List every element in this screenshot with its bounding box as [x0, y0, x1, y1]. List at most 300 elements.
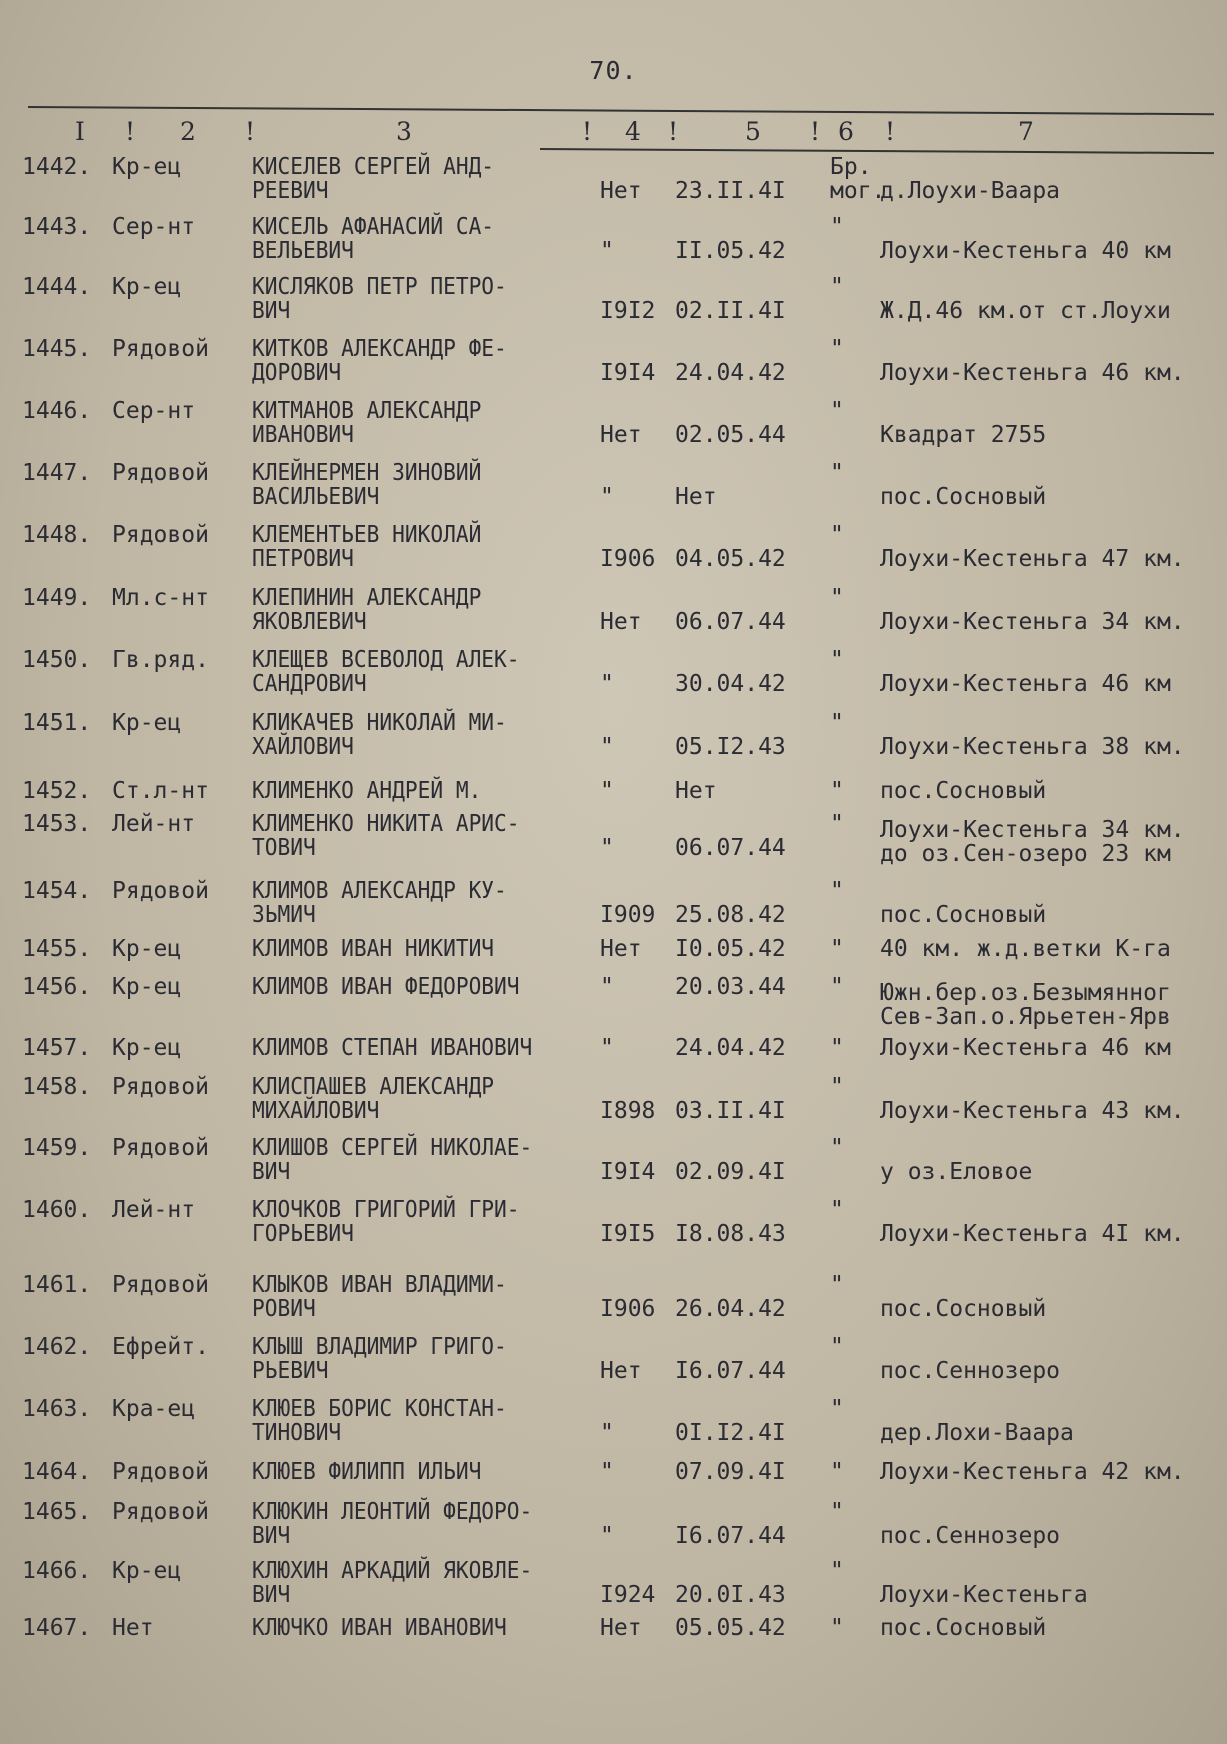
- rank-line-1: Кр-ец: [112, 274, 182, 300]
- full-name-line-2: ПЕТРОВИЧ: [252, 546, 354, 572]
- table-row: [0, 1075, 1227, 1135]
- burial-place-line-2: Сев-Зап.о.Ярьетен-Ярв: [880, 1004, 1171, 1030]
- death-date-line-1: I6.07.44: [675, 1358, 786, 1384]
- death-date-line-1: 30.04.42: [675, 671, 786, 697]
- death-date-line-1: 26.04.42: [675, 1296, 786, 1322]
- full-name-line-2: РОВИЧ: [252, 1296, 316, 1322]
- birth-year: [600, 779, 614, 803]
- burial-place: [880, 361, 1185, 385]
- burial-type: [830, 586, 844, 610]
- burial-type: [830, 1616, 844, 1640]
- death-date-line-1: 20.03.44: [675, 974, 786, 1000]
- burial-place-line-1: Лоухи-Кестеньга 43 км.: [880, 1098, 1185, 1124]
- record-number: [22, 1559, 91, 1583]
- rank-line-1: Ст.л-нт: [112, 778, 209, 804]
- record-number: [22, 1335, 91, 1359]
- birth-year-line-1: I898: [600, 1098, 656, 1124]
- record-number: [22, 937, 91, 961]
- burial-place-line-1: Южн.бер.оз.Безымянног: [880, 980, 1171, 1006]
- burial-type-line-2: ": [830, 1197, 844, 1223]
- full-name-line-1: КЛИКАЧЕВ НИКОЛАЙ МИ-: [252, 710, 507, 736]
- burial-place: [880, 547, 1185, 571]
- col-header-5: 5: [745, 117, 761, 146]
- birth-year-line-1: I9I4: [600, 360, 656, 386]
- death-date-line-1: 02.II.4I: [675, 298, 786, 324]
- rank-line-1: Кр-ец: [112, 154, 182, 180]
- birth-year-line-1: ": [600, 1459, 614, 1485]
- table-row: [0, 1136, 1227, 1196]
- record-number-line-1: 1444.: [22, 274, 92, 300]
- record-number-line-1: 1458.: [22, 1074, 92, 1100]
- col-separator: !: [245, 117, 256, 146]
- birth-year-line-1: ": [600, 778, 614, 804]
- rank-line-1: Рядовой: [112, 522, 209, 548]
- birth-year-line-1: I909: [600, 902, 656, 928]
- birth-year: [600, 1583, 655, 1607]
- burial-place: [880, 1359, 1060, 1383]
- record-number: [22, 812, 91, 836]
- death-date: [675, 179, 786, 203]
- burial-type: [830, 1335, 844, 1359]
- burial-type: [830, 975, 844, 999]
- rank: [112, 1198, 195, 1222]
- death-date-line-1: 05.05.42: [675, 1615, 786, 1641]
- birth-year: [600, 361, 655, 385]
- death-date-line-1: 24.04.42: [675, 1035, 786, 1061]
- header-top-rule: [28, 106, 1214, 115]
- rank: [112, 1397, 195, 1421]
- burial-place: [880, 937, 1171, 961]
- burial-type: [830, 1198, 844, 1222]
- burial-place: [880, 423, 1046, 447]
- burial-place-line-2: до оз.Сен-озеро 23 км: [880, 841, 1171, 867]
- record-number-line-1: 1466.: [22, 1558, 92, 1584]
- burial-type-line-2: ": [830, 1558, 844, 1584]
- burial-type: [830, 523, 844, 547]
- death-date-line-1: 20.0I.43: [675, 1582, 786, 1608]
- record-number: [22, 155, 91, 179]
- burial-type: [830, 1273, 844, 1297]
- rank-line-1: Рядовой: [112, 1135, 209, 1161]
- burial-place: [880, 735, 1185, 759]
- burial-place: [880, 1460, 1185, 1484]
- record-number-line-1: 1461.: [22, 1272, 92, 1298]
- birth-year-line-1: Нет: [600, 936, 642, 962]
- burial-type: [830, 1136, 844, 1160]
- burial-type: [830, 1397, 844, 1421]
- full-name-line-2: ТИНОВИЧ: [252, 1420, 342, 1446]
- col-header-6: 6: [838, 117, 854, 146]
- full-name-line-1: КЛЕМЕНТЬЕВ НИКОЛАЙ: [252, 522, 482, 548]
- burial-place-line-1: пос.Сеннозеро: [880, 1523, 1061, 1549]
- burial-type-line-1: Бр.: [830, 154, 872, 180]
- burial-type-line-2: ": [830, 1499, 844, 1525]
- record-number: [22, 975, 91, 999]
- record-number: [22, 1273, 91, 1297]
- death-date-line-1: I0.05.42: [675, 936, 786, 962]
- rank-line-1: Рядовой: [112, 1459, 209, 1485]
- record-number-line-1: 1448.: [22, 522, 92, 548]
- death-date: [675, 1222, 786, 1246]
- burial-place-line-1: Лоухи-Кестеньга 4I км.: [880, 1221, 1185, 1247]
- burial-place: [880, 1099, 1185, 1123]
- rank: [112, 1559, 181, 1583]
- birth-year-line-1: ": [600, 1035, 614, 1061]
- birth-year: [600, 735, 614, 759]
- rank-line-1: Мл.с-нт: [112, 585, 209, 611]
- birth-year-line-1: ": [600, 1523, 614, 1549]
- full-name: [252, 937, 494, 961]
- burial-place: [880, 779, 1046, 803]
- rank: [112, 1136, 209, 1160]
- full-name: [252, 1460, 481, 1484]
- burial-place-line-1: пос.Сосновый: [880, 1296, 1047, 1322]
- burial-place-line-1: Лоухи-Кестеньга 46 км.: [880, 360, 1185, 386]
- death-date-line-1: 02.05.44: [675, 422, 786, 448]
- record-number: [22, 523, 91, 547]
- record-number: [22, 1036, 91, 1060]
- birth-year: [600, 672, 614, 696]
- rank-line-1: Кр-ец: [112, 710, 182, 736]
- burial-place-line-1: у оз.Еловое: [880, 1159, 1033, 1185]
- birth-year-line-1: Нет: [600, 609, 642, 635]
- burial-place: [880, 1616, 1046, 1640]
- burial-place: [880, 981, 1171, 1029]
- rank: [112, 879, 209, 903]
- burial-type: [830, 711, 844, 735]
- death-date: [675, 1099, 786, 1123]
- record-number: [22, 399, 91, 423]
- record-number-line-1: 1465.: [22, 1499, 92, 1525]
- full-name-line-1: КИТКОВ АЛЕКСАНДР ФЕ-: [252, 336, 507, 362]
- rank: [112, 975, 181, 999]
- full-name-line-2: ВИЧ: [252, 1582, 291, 1608]
- burial-place: [880, 818, 1185, 866]
- burial-place: [880, 1524, 1060, 1548]
- full-name-line-2: МИХАЙЛОВИЧ: [252, 1098, 380, 1124]
- burial-place: [880, 1036, 1171, 1060]
- burial-type-line-2: мог.: [830, 178, 886, 204]
- rank: [112, 1460, 209, 1484]
- col-header-7: 7: [1018, 117, 1034, 146]
- rank-line-1: Кр-ец: [112, 974, 182, 1000]
- rank-line-1: Рядовой: [112, 336, 209, 362]
- burial-type: [830, 879, 844, 903]
- death-date: [675, 937, 786, 961]
- record-number: [22, 1136, 91, 1160]
- full-name-line-1: КЛИМОВ АЛЕКСАНДР КУ-: [252, 878, 507, 904]
- full-name-line-2: ТОВИЧ: [252, 835, 316, 861]
- rank: [112, 1500, 209, 1524]
- full-name-line-1: КЛЫШ ВЛАДИМИР ГРИГО-: [252, 1334, 507, 1360]
- burial-type: [830, 779, 844, 803]
- record-number: [22, 215, 91, 239]
- record-number: [22, 1075, 91, 1099]
- full-name-line-1: КИСЕЛЕВ СЕРГЕЙ АНД-: [252, 154, 495, 180]
- full-name: [252, 1500, 532, 1548]
- death-date-line-1: 03.II.4I: [675, 1098, 786, 1124]
- burial-type: [830, 155, 885, 203]
- full-name-line-2: ВАСИЛЬЕВИЧ: [252, 484, 380, 510]
- page-number: 70.: [589, 56, 638, 85]
- death-date: [675, 1616, 786, 1640]
- birth-year-line-1: I9I5: [600, 1221, 656, 1247]
- col-separator: !: [885, 117, 896, 146]
- record-number: [22, 648, 91, 672]
- burial-type: [830, 215, 844, 239]
- death-date: [675, 299, 786, 323]
- burial-place-line-1: Лоухи-Кестеньга 40 км: [880, 238, 1171, 264]
- burial-place: [880, 672, 1171, 696]
- record-number-line-1: 1462.: [22, 1334, 92, 1360]
- full-name: [252, 337, 507, 385]
- rank-line-1: Нет: [112, 1615, 154, 1641]
- death-date-line-1: 23.II.4I: [675, 178, 786, 204]
- birth-year: [600, 423, 642, 447]
- record-number: [22, 586, 91, 610]
- full-name: [252, 879, 507, 927]
- record-number: [22, 779, 91, 803]
- table-row: [0, 399, 1227, 459]
- table-row: [0, 812, 1227, 872]
- rank: [112, 1075, 209, 1099]
- rank-line-1: Гв.ряд.: [112, 647, 209, 673]
- death-date: [675, 975, 786, 999]
- record-number-line-1: 1447.: [22, 460, 92, 486]
- burial-type-line-2: ": [830, 1272, 844, 1298]
- full-name-line-2: ХАЙЛОВИЧ: [252, 734, 354, 760]
- full-name: [252, 711, 507, 759]
- full-name-line-2: ВИЧ: [252, 1159, 291, 1185]
- burial-place-line-1: пос.Сосновый: [880, 902, 1047, 928]
- birth-year-line-1: Нет: [600, 422, 642, 448]
- birth-year: [600, 1222, 655, 1246]
- header-bottom-rule: [540, 148, 1214, 154]
- burial-place-line-1: 40 км. ж.д.ветки К-га: [880, 936, 1171, 962]
- burial-place: [880, 1160, 1032, 1184]
- rank: [112, 523, 209, 547]
- table-row: [0, 1616, 1227, 1676]
- birth-year-line-1: ": [600, 734, 614, 760]
- birth-year-line-1: ": [600, 1420, 614, 1446]
- col-header-2: 2: [180, 117, 196, 146]
- record-number-line-1: 1451.: [22, 710, 92, 736]
- full-name-line-2: ИВАНОВИЧ: [252, 422, 354, 448]
- birth-year-line-1: ": [600, 671, 614, 697]
- record-number-line-1: 1454.: [22, 878, 92, 904]
- death-date-line-1: 06.07.44: [675, 609, 786, 635]
- full-name-line-1: КЛОЧКОВ ГРИГОРИЙ ГРИ-: [252, 1197, 520, 1223]
- rank: [112, 711, 181, 735]
- birth-year: [600, 1616, 642, 1640]
- record-number-line-1: 1453.: [22, 811, 92, 837]
- burial-type: [830, 1559, 844, 1583]
- rank-line-1: Лей-нт: [112, 811, 196, 837]
- rank: [112, 812, 195, 836]
- table-row: [0, 1500, 1227, 1560]
- burial-place: [880, 179, 1060, 203]
- burial-place-line-1: пос.Сосновый: [880, 1615, 1047, 1641]
- birth-year: [600, 1099, 655, 1123]
- record-number-line-1: 1463.: [22, 1396, 92, 1422]
- record-number-line-1: 1443.: [22, 214, 92, 240]
- full-name-line-2: ЯКОВЛЕВИЧ: [252, 609, 367, 635]
- full-name: [252, 975, 520, 999]
- full-name-line-1: КИСЛЯКОВ ПЕТР ПЕТРО-: [252, 274, 507, 300]
- birth-year: [600, 937, 642, 961]
- burial-type-line-2: ": [830, 522, 844, 548]
- full-name-line-1: КЛЕПИНИН АЛЕКСАНДР: [252, 585, 482, 611]
- birth-year-line-1: I906: [600, 1296, 656, 1322]
- record-number: [22, 1460, 91, 1484]
- death-date: [675, 1421, 786, 1445]
- full-name-line-1: КЛИМОВ ИВАН ФЕДОРОВИЧ: [252, 974, 520, 1000]
- rank-line-1: Ефрейт.: [112, 1334, 209, 1360]
- birth-year-line-1: Нет: [600, 1358, 642, 1384]
- table-row: [0, 975, 1227, 1035]
- burial-place-line-1: дер.Лохи-Ваара: [880, 1420, 1074, 1446]
- burial-type-line-1: ": [830, 974, 844, 1000]
- record-number-line-1: 1459.: [22, 1135, 92, 1161]
- burial-type: [830, 937, 844, 961]
- col-separator: !: [668, 117, 679, 146]
- burial-place-line-1: Лоухи-Кестеньга 42 км.: [880, 1459, 1185, 1485]
- death-date: [675, 547, 786, 571]
- birth-year: [600, 1524, 614, 1548]
- rank-line-1: Рядовой: [112, 1074, 209, 1100]
- full-name-line-1: КЛИМЕНКО АНДРЕЙ М.: [252, 778, 482, 804]
- table-row: [0, 879, 1227, 939]
- death-date: [675, 1297, 786, 1321]
- burial-place-line-1: Лоухи-Кестеньга 34 км.: [880, 609, 1185, 635]
- full-name-line-1: КЛЮЧКО ИВАН ИВАНОВИЧ: [252, 1615, 507, 1641]
- burial-type: [830, 812, 844, 836]
- record-number: [22, 275, 91, 299]
- rank-line-1: Сер-нт: [112, 398, 196, 424]
- burial-type-line-2: ": [830, 585, 844, 611]
- burial-type: [830, 1036, 844, 1060]
- burial-type-line-1: ": [830, 1459, 844, 1485]
- table-row: [0, 1397, 1227, 1457]
- burial-type-line-2: ": [830, 1396, 844, 1422]
- birth-year: [600, 299, 655, 323]
- birth-year-line-1: Нет: [600, 178, 642, 204]
- col-separator: !: [810, 117, 821, 146]
- table-row: [0, 1273, 1227, 1333]
- rank-line-1: Рядовой: [112, 878, 209, 904]
- full-name-line-1: КИСЕЛЬ АФАНАСИЙ СА-: [252, 214, 495, 240]
- record-number-line-1: 1456.: [22, 974, 92, 1000]
- rank: [112, 461, 209, 485]
- rank: [112, 937, 181, 961]
- burial-type-line-1: ": [830, 1615, 844, 1641]
- burial-place: [880, 1297, 1046, 1321]
- birth-year: [600, 239, 614, 263]
- full-name: [252, 1136, 532, 1184]
- full-name-line-2: ДОРОВИЧ: [252, 360, 342, 386]
- birth-year: [600, 975, 614, 999]
- burial-type-line-2: ": [830, 1135, 844, 1161]
- burial-place: [880, 299, 1171, 323]
- death-date-line-1: 05.I2.43: [675, 734, 786, 760]
- table-row: [0, 215, 1227, 275]
- rank: [112, 779, 209, 803]
- rank: [112, 155, 181, 179]
- full-name: [252, 1559, 532, 1607]
- burial-place-line-1: Лоухи-Кестеньга: [880, 1582, 1088, 1608]
- full-name-line-1: КЛИМЕНКО НИКИТА АРИС-: [252, 811, 520, 837]
- burial-place: [880, 239, 1171, 263]
- rank-line-1: Кр-ец: [112, 936, 182, 962]
- birth-year: [600, 1036, 614, 1060]
- death-date: [675, 423, 786, 447]
- burial-type-line-2: ": [830, 1334, 844, 1360]
- record-number-line-1: 1442.: [22, 154, 92, 180]
- full-name: [252, 1198, 520, 1246]
- burial-place-line-1: пос.Сосновый: [880, 484, 1047, 510]
- birth-year-line-1: I924: [600, 1582, 656, 1608]
- death-date: [675, 836, 786, 860]
- record-number: [22, 711, 91, 735]
- full-name-line-2: ВИЧ: [252, 298, 291, 324]
- rank: [112, 1036, 181, 1060]
- full-name: [252, 399, 481, 447]
- full-name: [252, 648, 520, 696]
- full-name-line-1: КЛИШОВ СЕРГЕЙ НИКОЛАЕ-: [252, 1135, 533, 1161]
- burial-place-line-1: Лоухи-Кестеньга 46 км: [880, 1035, 1171, 1061]
- death-date: [675, 1036, 786, 1060]
- burial-place-line-1: Ж.Д.46 км.от ст.Лоухи: [880, 298, 1171, 324]
- rank: [112, 648, 209, 672]
- burial-place: [880, 1583, 1088, 1607]
- burial-type-line-2: ": [830, 1074, 844, 1100]
- death-date: [675, 239, 786, 263]
- record-number-line-1: 1455.: [22, 936, 92, 962]
- full-name: [252, 1273, 507, 1321]
- full-name-line-1: КЛИМОВ СТЕПАН ИВАНОВИЧ: [252, 1035, 533, 1061]
- birth-year: [600, 1421, 614, 1445]
- table-row: [0, 155, 1227, 215]
- record-number-line-1: 1460.: [22, 1197, 92, 1223]
- burial-type-line-1: ": [830, 1035, 844, 1061]
- death-date: [675, 1583, 786, 1607]
- record-number: [22, 879, 91, 903]
- full-name-line-1: КЛЕЙНЕРМЕН ЗИНОВИЙ: [252, 460, 482, 486]
- col-separator: !: [582, 117, 593, 146]
- full-name-line-2: РЕЕВИЧ: [252, 178, 329, 204]
- death-date: [675, 735, 786, 759]
- burial-place-line-1: Квадрат 2755: [880, 422, 1047, 448]
- death-date-line-1: 07.09.4I: [675, 1459, 786, 1485]
- birth-year: [600, 836, 614, 860]
- record-number-line-1: 1445.: [22, 336, 92, 362]
- full-name-line-2: САНДРОВИЧ: [252, 671, 367, 697]
- record-number: [22, 337, 91, 361]
- death-date-line-1: Нет: [675, 778, 717, 804]
- full-name-line-1: КЛЕЩЕВ ВСЕВОЛОД АЛЕК-: [252, 647, 520, 673]
- birth-year-line-1: I9I4: [600, 1159, 656, 1185]
- record-number-line-1: 1452.: [22, 778, 92, 804]
- birth-year: [600, 610, 642, 634]
- death-date: [675, 903, 786, 927]
- full-name-line-1: КЛИМОВ ИВАН НИКИТИЧ: [252, 936, 495, 962]
- death-date: [675, 779, 717, 803]
- rank-line-1: Рядовой: [112, 1272, 209, 1298]
- record-number-line-1: 1449.: [22, 585, 92, 611]
- burial-type: [830, 648, 844, 672]
- death-date-line-1: I8.08.43: [675, 1221, 786, 1247]
- burial-place: [880, 610, 1185, 634]
